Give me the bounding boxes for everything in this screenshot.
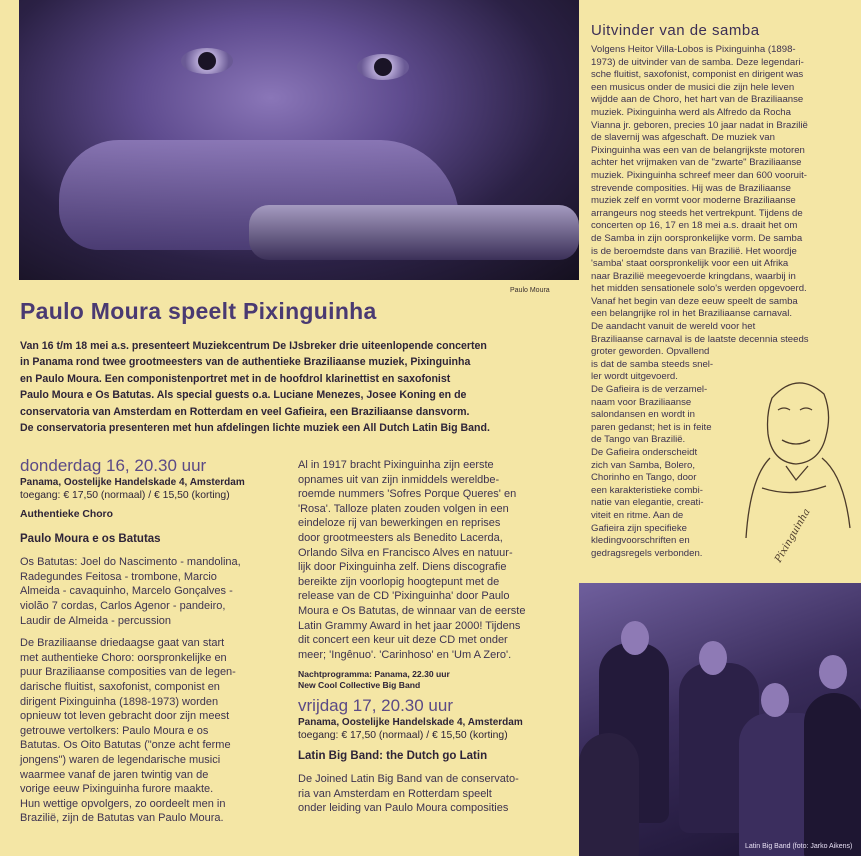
sidebar-line: het midden sensationele solo's werden opgevoerd. (591, 283, 807, 295)
sidebar-line: is dat de samba steeds snel- (591, 358, 714, 370)
sidebar-line: de Samba in zijn oorspronkelijke vorm. De samba (591, 232, 803, 244)
lead-line: De conservatoria presenteren met hun afdelingen lichte muziek een All Dutch Latin Big Band. (20, 422, 490, 435)
lead-paragraph (20, 338, 566, 436)
sidebar-line: muziek. Pixinguinha werd als Alfredo da Rocha (591, 106, 791, 118)
sidebar-line: Gafieira zijn specifieke (591, 522, 687, 534)
sidebar-line: arrangeurs nog steeds het vertrekpunt. Tijdens de (591, 207, 803, 219)
sidebar-line: 'samba' staat oorspronkelijk voor een uit Afrika (591, 258, 789, 270)
lead-line: en Paulo Moura. Een componistenportret met in de hoofdrol klarinettist en saxofonist (20, 372, 451, 385)
paragraph-line: Hun wettige opvolgers, zo oordeelt men in (20, 797, 226, 810)
members-list (20, 555, 290, 628)
sidebar-line: salondansen en wordt in (591, 409, 696, 421)
sidebar-line: 1973) de uitvinder van de samba. Deze legendari- (591, 56, 804, 68)
paragraph-line: Latin Grammy Award in het jaar 2000! Tijdens (298, 619, 521, 632)
price-thursday: toegang: € 17,50 (normaal) / € 15,50 (korting) (20, 490, 230, 501)
sidebar-line: strevende composities. Hij was de Braziliaanse (591, 182, 791, 194)
lead-line: conservatoria van Amsterdam en Rotterdam en veel Gafieira, een Braziliaanse dansvorm. (20, 405, 470, 418)
day-heading-thursday: donderdag 16, 20.30 uur (20, 456, 207, 475)
paragraph-line: onder leiding van Paulo Moura composities (298, 802, 509, 815)
sidebar-line: paren gedanst; het is in feite (591, 421, 712, 433)
sidebar-line: een musicus onder de musici die zijn hele leven (591, 81, 795, 93)
paragraph-line: Moura e Os Batutas, de winnaar van de eerste (298, 604, 526, 617)
paragraph-line: Batutas. Os Oito Batutas ("onze acht ferme (20, 739, 231, 752)
photo-paulo-moura (19, 0, 579, 280)
sidebar-line: achter het vrijmaken van de "zwarte" Braziliaanse (591, 157, 802, 169)
sidebar-line: een belangrijke rol in het Braziliaanse carnaval. (591, 308, 793, 320)
column-thursday (20, 456, 290, 826)
paragraph-line: Al in 1917 bracht Pixinguinha zijn eerste (298, 459, 494, 471)
thursday-paragraph (20, 636, 290, 826)
sidebar-line: Braziliaanse carnaval is de laatste decennia steeds (591, 333, 809, 345)
venue-friday: Panama, Oostelijke Handelskade 4, Amsterdam (298, 717, 523, 729)
column-friday (298, 458, 574, 816)
discography-paragraph (298, 458, 574, 662)
guitarist (579, 733, 639, 856)
members-line: Radegundes Feitosa - trombone, Marcio (20, 570, 217, 583)
sidebar-line: viteit en ritme. Aan de (591, 509, 684, 521)
price-friday: toegang: € 17,50 (normaal) / € 15,50 (korting) (298, 730, 508, 742)
band-member-4 (804, 693, 861, 856)
top-photo-caption: Paulo Moura (510, 287, 550, 294)
members-line: Almeida - cavaquinho, Marcelo Gonçalves - (20, 585, 233, 598)
members-line: Os Batutas: Joel do Nascimento - mandolina, (20, 556, 241, 569)
paragraph-line: ria van Amsterdam en Rotterdam speelt (298, 787, 492, 800)
paragraph-line: jongens") waren de legendarische musici (20, 753, 221, 766)
sidebar-line: natie van elegantie, creati- (591, 497, 704, 509)
sidebar-title: Uitvinder van de samba (591, 22, 760, 39)
sidebar-line: gedragsregels verbonden. (591, 547, 703, 559)
paragraph-line: opnieuw tot leven gebracht door zijn meest (20, 710, 230, 723)
lead-line: in Panama rond twee grootmeesters van de authentieke Braziliaanse muziek, Pixinguinha (20, 356, 471, 369)
lead-line: Paulo Moura e Os Batutas. Als special guests o.a. Luciane Menezes, Josee Koning en de (20, 389, 467, 402)
paragraph-line: puur Braziliaanse composities van de legen- (20, 666, 236, 679)
paragraph-line: bereikte zijn voorlopig hoogtepunt met de (298, 575, 500, 588)
band-member-4-face (819, 655, 847, 689)
photo-latin-big-band (579, 583, 861, 856)
paragraph-line: meer; 'Ingênuo'. 'Carinhoso' en 'Um A Zero'. (298, 648, 512, 661)
sidebar-line: Vianna jr. geboren, precies 10 jaar nadat in Brazilië (591, 119, 808, 131)
paragraph-line: Orlando Silva en Francisco Alves en natuur- (298, 546, 513, 559)
sidebar-line: naar Brazilië meegevoerde kringdans, waarbij in (591, 270, 796, 282)
venue-thursday: Panama, Oostelijke Handelskade 4, Amsterdam (20, 477, 245, 488)
sidebar-line: concerten op 16, 17 en 18 mei a.s. draait het om (591, 220, 798, 232)
subtitle-authentieke-choro: Authentieke Choro (20, 509, 113, 520)
paragraph-line: getrouwe vertolkers: Paulo Moura e os (20, 724, 209, 737)
night-program: Nachtprogramma: Panama, 22.30 uur (298, 669, 450, 680)
paragraph-line: release van de CD 'Pixinguinha' door Paulo (298, 590, 510, 603)
band-member-3-face (761, 683, 789, 717)
sidebar-line: De Gafieira is de verzamel- (591, 384, 708, 396)
sidebar-line: zich van Samba, Bolero, (591, 459, 695, 471)
portrait-signature: Pixinguinha (773, 506, 813, 565)
eye-right (357, 54, 409, 80)
paragraph-line: De Joined Latin Big Band van de conservato- (298, 772, 519, 785)
sidebar-line: de slavernij was afgeschaft. De muziek van (591, 132, 775, 144)
paragraph-line: De Braziliaanse driedaagse gaat van start (20, 637, 225, 650)
sidebar-line: De aandacht vanuit de wereld voor het (591, 321, 756, 333)
members-line: violão 7 cordas, Carlos Agenor - pandeiro, (20, 599, 226, 612)
bottom-photo-caption: Latin Big Band (foto: Jarko Aikens) (745, 843, 853, 850)
night-program-band: New Cool Collective Big Band (298, 680, 421, 691)
sidebar-line: muziek zelf en vormt voor moderne Braziliaanse (591, 195, 796, 207)
paragraph-line: vorige eeuw Pixinguinha furore maakte. (20, 783, 214, 796)
sidebar-line: kledingvoorschriften en (591, 535, 690, 547)
paragraph-line: roemde nummers 'Sofres Porque Queres' en (298, 488, 517, 501)
paragraph-line: waarmee vanaf de jaren twintig van de (20, 768, 209, 781)
sidebar-line: De Gafieira onderscheidt (591, 447, 698, 458)
paragraph-line: opnames uit van zijn inmiddels wereldbe- (298, 473, 500, 486)
sidebar-line: sche fluitist, saxofonist, componist en dirigent was (591, 69, 804, 81)
sidebar-line: ler wordt uitgevoerd. (591, 371, 678, 383)
photo-saxophone (249, 205, 579, 260)
sidebar-line: een karakteristieke combi- (591, 484, 703, 496)
subtitle-paulo-moura-batutas: Paulo Moura e os Batutas (20, 532, 161, 545)
sidebar-line: Chorinho en Tango, door (591, 472, 697, 484)
sidebar-line: Vanaf het begin van deze eeuw speelt de samba (591, 295, 798, 307)
sidebar-line: Pixinguinha was een van de belangrijkste motoren (591, 144, 805, 156)
paragraph-line: dirigent Pixinguinha (1898-1973) worden (20, 695, 219, 708)
subtitle-latin-big-band: Latin Big Band: the Dutch go Latin (298, 750, 488, 763)
sidebar-line: muziek. Pixinguinha schreef meer dan 600 vooruit- (591, 169, 807, 181)
band-member-2-face (699, 641, 727, 675)
paragraph-line: 'Rosa'. Talloze platen zouden volgen in een (298, 502, 509, 515)
sidebar-line: Volgens Heitor Villa-Lobos is Pixinguinha (1898- (591, 44, 796, 55)
pixinguinha-portrait-sketch (742, 358, 854, 580)
headline: Paulo Moura speelt Pixinguinha (20, 298, 377, 324)
sidebar-line: wijdde aan de Choro, het hart van de Braziliaanse (591, 94, 804, 106)
sidebar-line: groter geworden. Opvallend (591, 346, 710, 358)
paragraph-line: door grootmeesters als Benedito Lacerda, (298, 531, 503, 544)
sidebar-line: is de beroemdste dans van Brazilië. Het woordje (591, 245, 797, 257)
day-heading-friday: vrijdag 17, 20.30 uur (298, 696, 453, 716)
paragraph-line: eindeloze rij van bewerkingen en reprises (298, 517, 501, 530)
members-line: Laudir de Almeida - percussion (20, 614, 172, 627)
sidebar-line: naam voor Braziliaanse (591, 396, 692, 408)
band-member-1-face (621, 621, 649, 655)
paragraph-line: met authentieke Choro: oorspronkelijke en (20, 651, 227, 664)
paragraph-line: Brazilië, zijn de Batutas van Paulo Moura. (20, 812, 224, 825)
eye-left (181, 48, 233, 74)
paragraph-line: lijk door Pixinguinha zelf. Diens discografie (298, 561, 507, 574)
lead-line: Van 16 t/m 18 mei a.s. presenteert Muziekcentrum De IJsbreker drie uiteenlopende concerten (20, 340, 487, 352)
paragraph-line: dit concert een keur uit deze CD met onder (298, 634, 508, 647)
sidebar-line: de Tango van Brazilië. (591, 434, 686, 446)
paragraph-line: darische fluitist, saxofonist, componist en (20, 680, 220, 693)
friday-paragraph (298, 772, 574, 816)
